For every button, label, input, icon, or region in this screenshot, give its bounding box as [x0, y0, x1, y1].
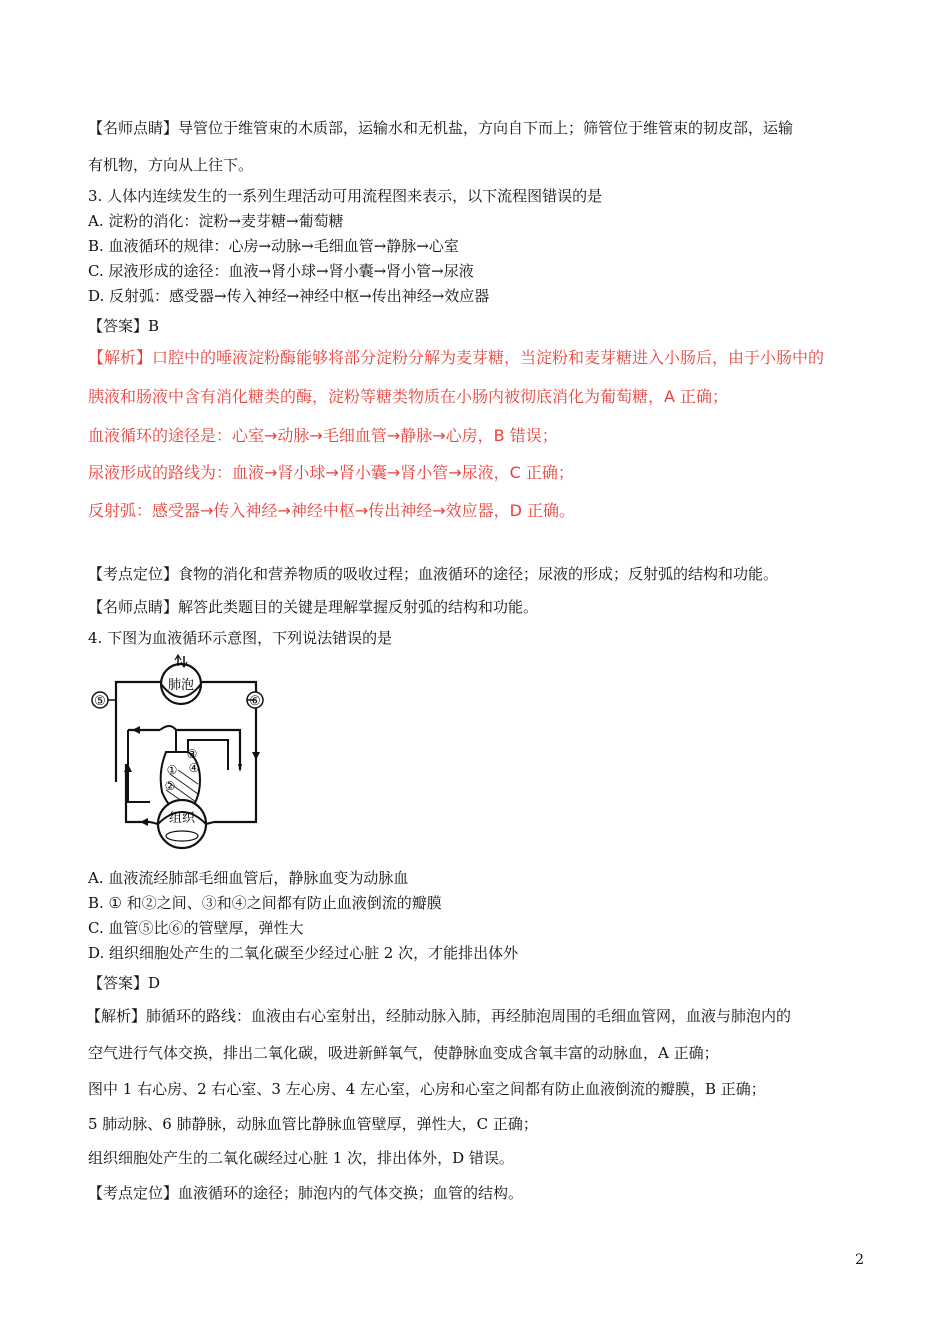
option-d: D. 反射弧：感受器→传入神经→神经中枢→传出神经→效应器: [88, 287, 490, 305]
analysis-line: 组织细胞处产生的二氧化碳经过心脏 1 次，排出体外，D 错误。: [88, 1149, 514, 1167]
pulmonary-artery-vessel: [116, 682, 166, 700]
answer: 【答案】D: [88, 974, 161, 992]
kaodian: 【考点定位】食物的消化和营养物质的吸收过程；血液循环的途径；尿液的形成；反射弧的结构和功能。: [88, 565, 779, 583]
analysis-line: 血液循环的途径是：心室→动脉→毛细血管→静脉→心房，B 错误；: [88, 426, 558, 445]
blood-circulation-diagram: [88, 652, 273, 850]
tip-line: 【名师点睛】解答此类题目的关键是理解掌握反射弧的结构和功能。: [88, 598, 539, 616]
option-d: D. 组织细胞处产生的二氧化碳至少经过心脏 2 次，才能排出体外: [88, 944, 519, 962]
option-b: B. 血液循环的规律：心房→动脉→毛细血管→静脉→心室: [88, 237, 459, 255]
label-tissue: 组织: [168, 811, 196, 826]
question-stem: 3. 人体内连续发生的一系列生理活动可用流程图来表示，以下流程图错误的是: [88, 187, 603, 205]
analysis-line: 【解析】肺循环的路线：血液由右心室射出，经肺动脉入肺，再经肺泡周围的毛细血管网，血液与肺泡内的: [86, 1007, 792, 1025]
label-lung: 肺泡: [167, 678, 195, 693]
option-c: C. 尿液形成的途径：血液→肾小球→肾小囊→肾小管→尿液: [88, 262, 474, 280]
answer: 【答案】B: [88, 317, 160, 335]
option-a: A. 淀粉的消化：淀粉→麦芽糖→葡萄糖: [88, 212, 344, 230]
analysis-line: 空气进行气体交换，排出二氧化碳，吸进新鲜氧气，使静脉血变成含氧丰富的动脉血，A 正确；: [88, 1044, 719, 1062]
analysis-line: 胰液和肠液中含有消化糖类的酶，淀粉等糖类物质在小肠内被彻底消化为葡萄糖，A 正确；: [88, 387, 729, 406]
tip-line: 【名师点睛】导管位于维管束的木质部，运输水和无机盐，方向自下而上；筛管位于维管束的韧皮部，运输: [88, 119, 794, 137]
analysis-line: 5 肺动脉、6 肺静脉，动脉血管比静脉血管壁厚，弹性大，C 正确；: [88, 1115, 538, 1133]
analysis-line: 反射弧：感受器→传入神经→神经中枢→传出神经→效应器，D 正确。: [88, 501, 576, 520]
label-6: ⑥: [249, 694, 261, 709]
analysis-line: 图中 1 右心房、2 右心室、3 左心房、4 左心室，心房和心室之间都有防止血液倒流的瓣膜，B 正确；: [88, 1080, 766, 1098]
analysis-line: 尿液形成的路线为：血液→肾小球→肾小囊→肾小管→尿液，C 正确；: [88, 463, 574, 482]
label-3: ③: [186, 747, 198, 761]
kaodian: 【考点定位】血液循环的途径；肺泡内的气体交换；血管的结构。: [88, 1184, 524, 1202]
label-4: ④: [188, 761, 200, 775]
option-c: C. 血管⑤比⑥的管壁厚，弹性大: [88, 919, 304, 937]
page-number: 2: [855, 1252, 864, 1268]
tip-line: 有机物，方向从上往下。: [88, 156, 254, 174]
option-b: B. ① 和②之间、③和④之间都有防止血液倒流的瓣膜: [88, 894, 442, 912]
label-2: ②: [164, 779, 176, 793]
question-stem: 4. 下图为血液循环示意图，下列说法错误的是: [88, 629, 393, 647]
label-1: ①: [166, 763, 178, 777]
analysis-line: 【解析】口腔中的唾液淀粉酶能够将部分淀粉分解为麦芽糖，当淀粉和麦芽糖进入小肠后，由于小肠中的: [88, 348, 825, 367]
option-a: A. 血液流经肺部毛细血管后，静脉血变为动脉血: [88, 869, 409, 887]
label-5: ⑤: [94, 694, 106, 709]
